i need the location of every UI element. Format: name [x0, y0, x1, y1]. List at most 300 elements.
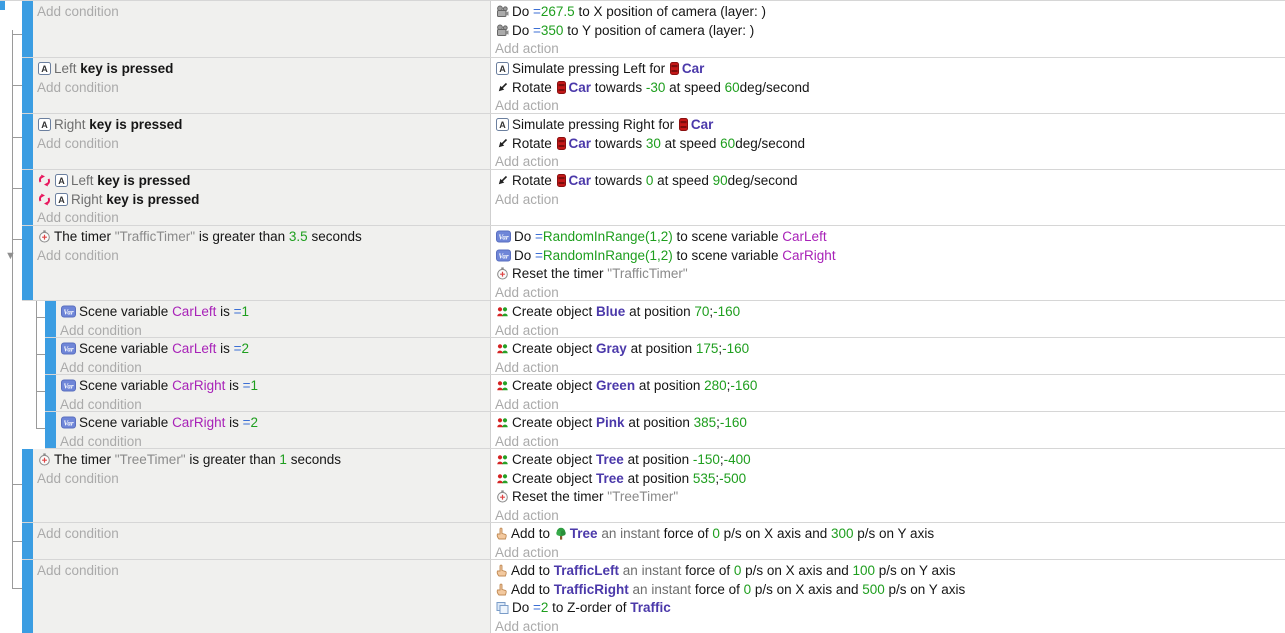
- text-segment: RandomInRange(1,2): [542, 229, 673, 244]
- text-segment: ;: [715, 470, 720, 486]
- text-segment: Right: [54, 117, 90, 132]
- text-segment: is greater than: [185, 452, 280, 467]
- conditions-column: [33, 449, 490, 522]
- text-segment: 2: [540, 600, 549, 615]
- create-icon: [496, 305, 509, 318]
- tree-guide-line: [12, 484, 22, 485]
- event-carright-equals-2: [0, 412, 1285, 449]
- text-segment: 100: [852, 563, 875, 578]
- text-segment: deg/second: [727, 173, 798, 188]
- action[interactable]: [495, 228, 1285, 247]
- text-segment: 175: [695, 341, 719, 356]
- car-icon: [670, 62, 679, 75]
- add-condition-link[interactable]: Add condition: [37, 247, 119, 263]
- create-icon: [496, 453, 509, 466]
- text-segment: 60: [724, 79, 740, 95]
- timer-icon: [38, 453, 51, 466]
- text-segment: p/s on X axis and: [741, 563, 853, 578]
- text-segment: RandomInRange(1,2): [542, 247, 673, 263]
- add-condition-link[interactable]: Add condition: [60, 433, 142, 448]
- text-segment: at position: [624, 415, 694, 430]
- actions-column: [490, 58, 1285, 113]
- condition[interactable]: [37, 172, 490, 191]
- text-segment: Tree: [569, 526, 598, 541]
- event-selection-bar[interactable]: [22, 449, 33, 522]
- add-action-link[interactable]: Add action: [495, 433, 559, 448]
- text-segment: p/s on Y axis: [853, 526, 935, 541]
- action[interactable]: [495, 470, 1285, 489]
- camera-icon: [496, 5, 509, 18]
- create-icon: [496, 379, 509, 392]
- event-selection-bar[interactable]: [22, 1, 33, 57]
- text-segment: an instant: [628, 581, 692, 597]
- text-segment: CarLeft: [172, 341, 217, 356]
- keyA-icon: [38, 62, 51, 75]
- text-segment: CarRight: [172, 378, 226, 393]
- text-segment: Create object: [512, 341, 597, 356]
- text-segment: 60: [720, 135, 736, 151]
- create-icon: [496, 416, 509, 429]
- text-segment: Scene variable: [79, 415, 173, 430]
- action[interactable]: [495, 599, 1285, 618]
- add-action-link[interactable]: Add action: [495, 284, 559, 300]
- actions-column: [490, 523, 1285, 559]
- text-segment: at speed: [660, 135, 721, 151]
- create-icon: [496, 342, 509, 355]
- text-segment: 3.5: [288, 229, 308, 244]
- text-segment: 70: [694, 304, 710, 319]
- keyA-icon: [55, 193, 68, 206]
- var-icon: [496, 249, 511, 262]
- keyA-icon: [38, 118, 51, 131]
- event-tree-timer: [0, 449, 1285, 523]
- event-body: [22, 1, 1285, 58]
- text-segment: is: [225, 378, 243, 393]
- tree-guide-line: [36, 301, 37, 428]
- add-condition-link[interactable]: Add condition: [37, 470, 119, 486]
- car-icon: [557, 81, 566, 94]
- event-right-key-pressed: [0, 114, 1285, 170]
- text-segment: "TreeTimer": [607, 489, 679, 504]
- add-action-link[interactable]: Add action: [495, 396, 559, 411]
- add-condition-link[interactable]: Add condition: [37, 526, 119, 541]
- text-segment: 0: [733, 563, 742, 578]
- svg-text:Var: Var: [63, 419, 74, 428]
- add-action-link[interactable]: Add action: [495, 544, 559, 559]
- condition[interactable]: [37, 228, 490, 247]
- tree-gutter: [0, 560, 22, 633]
- zorder-icon: [496, 601, 509, 614]
- text-segment: to Y position of camera: [563, 22, 709, 38]
- text-segment: -160: [713, 304, 741, 319]
- text-segment: Scene variable: [79, 304, 173, 319]
- force-icon: [496, 564, 508, 577]
- actions-column: [490, 449, 1285, 522]
- text-segment: Create object: [512, 415, 597, 430]
- action[interactable]: [495, 116, 1285, 135]
- text-segment: CarLeft: [782, 229, 827, 244]
- parent-event-bar-fragment: [0, 1, 5, 10]
- actions-column: [490, 226, 1285, 300]
- tree-gutter: [0, 449, 22, 523]
- text-segment: Car: [568, 173, 592, 188]
- text-segment: is: [216, 304, 234, 319]
- event-selection-bar[interactable]: [22, 58, 33, 113]
- event-selection-bar[interactable]: [22, 560, 33, 633]
- text-segment: TrafficRight: [553, 581, 629, 597]
- conditions-column: [56, 375, 490, 411]
- text-segment: p/s on Y axis: [884, 581, 966, 597]
- text-segment: "TreeTimer": [114, 452, 186, 467]
- tree-icon: [555, 527, 567, 540]
- event-body: [45, 412, 1285, 449]
- timer-icon: [38, 230, 51, 243]
- add-condition-link[interactable]: Add condition: [37, 210, 119, 225]
- svg-text:Var: Var: [63, 382, 74, 391]
- tree-guide-line: [36, 317, 45, 318]
- text-segment: is: [216, 341, 234, 356]
- text-segment: is: [225, 415, 243, 430]
- action[interactable]: [495, 135, 1285, 154]
- text-segment: an instant: [597, 526, 660, 541]
- text-segment: Tree: [596, 470, 624, 486]
- text-segment: Simulate pressing Left for: [512, 61, 669, 76]
- action[interactable]: [495, 22, 1285, 41]
- text-segment: 2: [250, 415, 259, 430]
- add-condition-link[interactable]: Add condition: [37, 135, 119, 151]
- text-segment: 0: [645, 173, 654, 188]
- event-body: [45, 375, 1285, 412]
- text-segment: =: [535, 229, 543, 244]
- add-action-link[interactable]: Add action: [495, 618, 559, 633]
- text-segment: -160: [722, 341, 750, 356]
- text-segment: at position: [635, 378, 705, 393]
- condition[interactable]: [37, 116, 490, 135]
- text-segment: CarRight: [172, 415, 226, 430]
- event-body: [22, 114, 1285, 170]
- action[interactable]: [495, 488, 1285, 507]
- action[interactable]: [495, 79, 1285, 98]
- text-segment: Car: [568, 79, 592, 95]
- text-segment: force of: [691, 581, 744, 597]
- add-action-link[interactable]: Add action: [495, 98, 559, 113]
- text-segment: Add to: [511, 563, 554, 578]
- event-body: [45, 338, 1285, 375]
- svg-text:A: A: [41, 64, 48, 74]
- event-selection-bar[interactable]: [45, 338, 56, 374]
- text-segment: Car: [568, 135, 592, 151]
- text-segment: key is pressed: [89, 117, 183, 132]
- add-condition-link[interactable]: Add condition: [60, 322, 142, 337]
- event-selection-bar[interactable]: [45, 375, 56, 411]
- add-condition-link[interactable]: Add condition: [37, 563, 119, 578]
- text-segment: key is pressed: [80, 61, 174, 76]
- text-segment: Car: [681, 61, 705, 76]
- expand-collapse-triangle[interactable]: ▼: [5, 250, 16, 262]
- text-segment: (layer: ): [708, 22, 755, 38]
- text-segment: towards: [591, 135, 646, 151]
- text-segment: p/s on X axis and: [719, 526, 831, 541]
- action[interactable]: [495, 303, 1285, 322]
- action[interactable]: [495, 265, 1285, 284]
- text-segment: at speed: [665, 79, 725, 95]
- actions-column: [490, 560, 1285, 633]
- actions-column: [490, 412, 1285, 448]
- text-segment: seconds: [286, 452, 341, 467]
- keyA-icon: [496, 62, 509, 75]
- tree-guide-line: [12, 188, 22, 189]
- text-segment: The timer: [54, 229, 115, 244]
- conditions-column: [56, 301, 490, 337]
- text-segment: 30: [645, 135, 661, 151]
- tree-gutter: [0, 114, 22, 170]
- text-segment: 385: [693, 415, 717, 430]
- svg-text:Var: Var: [498, 252, 509, 260]
- conditions-column: [33, 1, 490, 57]
- text-segment: deg/second: [735, 135, 805, 151]
- add-action-link[interactable]: Add action: [495, 41, 559, 56]
- force-icon: [496, 583, 508, 596]
- text-segment: =: [533, 4, 541, 19]
- text-segment: to scene variable: [672, 229, 783, 244]
- svg-text:A: A: [58, 176, 65, 186]
- add-action-link[interactable]: Add action: [495, 507, 559, 522]
- var-icon: [61, 342, 76, 355]
- text-segment: Gray: [596, 341, 627, 356]
- text-segment: seconds: [307, 229, 362, 244]
- action[interactable]: [495, 172, 1285, 191]
- text-segment: Do: [512, 22, 534, 38]
- timer-icon: [496, 490, 509, 503]
- action[interactable]: [495, 414, 1285, 433]
- text-segment: Add to: [511, 581, 554, 597]
- event-body: [22, 58, 1285, 114]
- action[interactable]: [495, 3, 1285, 22]
- condition[interactable]: [37, 60, 490, 79]
- text-segment: Traffic: [630, 600, 671, 615]
- text-segment: p/s on X axis and: [751, 581, 863, 597]
- event-camera-setup: [0, 1, 1285, 58]
- text-segment: Rotate: [512, 135, 556, 151]
- keyA-icon: [496, 118, 509, 131]
- rotate-icon: [496, 174, 509, 187]
- var-icon: [61, 305, 76, 318]
- add-action-link[interactable]: Add action: [495, 154, 559, 169]
- text-segment: key is pressed: [97, 173, 191, 188]
- add-condition-link[interactable]: Add condition: [37, 4, 119, 19]
- text-segment: CarLeft: [172, 304, 217, 319]
- text-segment: 2: [241, 341, 250, 356]
- actions-column: [490, 170, 1285, 225]
- text-segment: "TrafficTimer": [114, 229, 196, 244]
- text-segment: 1: [250, 378, 259, 393]
- camera-icon: [496, 24, 509, 37]
- tree-guide-line: [12, 541, 22, 542]
- text-segment: Tree: [596, 452, 624, 467]
- text-segment: Reset the timer: [512, 266, 608, 281]
- conditions-column: [33, 226, 490, 300]
- conditions-column: [56, 412, 490, 448]
- text-segment: Rotate: [512, 173, 556, 188]
- event-tree-force: [0, 523, 1285, 560]
- text-segment: to X position of camera: [574, 4, 721, 19]
- condition[interactable]: [37, 451, 490, 470]
- text-segment: to scene variable: [672, 247, 783, 263]
- event-selection-bar[interactable]: [22, 170, 33, 225]
- svg-text:Var: Var: [498, 233, 509, 242]
- condition[interactable]: [60, 377, 490, 396]
- var-icon: [496, 230, 511, 243]
- text-segment: Do: [512, 4, 534, 19]
- action[interactable]: [495, 340, 1285, 359]
- text-segment: ;: [719, 452, 724, 467]
- invert-icon: [38, 193, 51, 206]
- text-segment: 300: [830, 526, 854, 541]
- event-body: [45, 301, 1285, 338]
- text-segment: ;: [716, 415, 720, 430]
- text-segment: 1: [241, 304, 250, 319]
- car-icon: [557, 174, 566, 187]
- text-segment: at position: [625, 304, 695, 319]
- add-action-link[interactable]: Add action: [495, 322, 559, 337]
- event-traffic-timer: [0, 226, 1285, 301]
- tree-gutter: [0, 412, 45, 449]
- text-segment: 280: [704, 378, 727, 393]
- text-segment: 0: [712, 526, 720, 541]
- tree-gutter: [0, 58, 22, 114]
- text-segment: =: [242, 415, 251, 430]
- text-segment: an instant: [619, 563, 682, 578]
- event-body: [22, 226, 1285, 301]
- add-condition-link[interactable]: Add condition: [60, 396, 142, 411]
- event-selection-bar[interactable]: [45, 412, 56, 448]
- action[interactable]: [495, 60, 1285, 79]
- actions-column: [490, 375, 1285, 411]
- event-selection-bar[interactable]: [22, 523, 33, 559]
- keyA-icon: [55, 174, 68, 187]
- tree-gutter: [0, 375, 45, 412]
- action[interactable]: [495, 581, 1285, 600]
- force-icon: [496, 527, 508, 540]
- add-condition-link[interactable]: Add condition: [37, 79, 119, 95]
- text-segment: -160: [730, 378, 758, 393]
- text-segment: Create object: [512, 452, 597, 467]
- condition[interactable]: [37, 191, 490, 210]
- text-segment: =: [242, 378, 251, 393]
- conditions-column: [56, 338, 490, 374]
- text-segment: 267.5: [540, 4, 575, 19]
- text-segment: force of: [681, 563, 734, 578]
- text-segment: =: [233, 304, 242, 319]
- event-selection-bar[interactable]: [22, 114, 33, 169]
- add-action-link[interactable]: Add action: [495, 191, 559, 207]
- event-selection-bar[interactable]: [45, 301, 56, 337]
- event-traffic-force: [0, 560, 1285, 633]
- text-segment: towards: [591, 173, 646, 188]
- text-segment: "TrafficTimer": [607, 266, 688, 281]
- text-segment: 350: [540, 22, 564, 38]
- text-segment: Scene variable: [79, 341, 173, 356]
- conditions-column: [33, 170, 490, 225]
- text-segment: Pink: [596, 415, 625, 430]
- conditions-column: [33, 523, 490, 559]
- text-segment: force of: [659, 526, 713, 541]
- tree-guide-line: [12, 239, 22, 240]
- text-segment: 535: [692, 470, 716, 486]
- actions-column: [490, 1, 1285, 57]
- svg-text:A: A: [58, 194, 65, 205]
- event-body: [22, 523, 1285, 560]
- text-segment: Create object: [512, 470, 597, 486]
- event-carleft-equals-2: [0, 338, 1285, 375]
- actions-column: [490, 301, 1285, 337]
- text-segment: CarRight: [782, 247, 836, 263]
- text-segment: Scene variable: [79, 378, 173, 393]
- text-segment: Left: [71, 173, 98, 188]
- conditions-column: [33, 560, 490, 633]
- text-segment: Do: [514, 247, 536, 263]
- conditions-column: [33, 114, 490, 169]
- tree-gutter: [0, 170, 22, 226]
- actions-column: [490, 338, 1285, 374]
- action[interactable]: [495, 451, 1285, 470]
- text-segment: The timer: [54, 452, 115, 467]
- text-segment: Green: [596, 378, 636, 393]
- add-condition-link[interactable]: Add condition: [60, 359, 142, 374]
- text-segment: ;: [718, 341, 723, 356]
- tree-gutter: [0, 226, 22, 301]
- text-segment: TrafficLeft: [553, 563, 620, 578]
- event-body: [22, 170, 1285, 226]
- text-segment: Create object: [512, 378, 597, 393]
- event-selection-bar[interactable]: [22, 226, 33, 300]
- text-segment: =: [533, 22, 541, 38]
- text-segment: p/s on Y axis: [875, 563, 956, 578]
- text-segment: Left: [54, 61, 81, 76]
- tree-guide-line: [12, 30, 13, 588]
- text-segment: =: [535, 247, 543, 263]
- rotate-icon: [496, 81, 509, 94]
- text-segment: to Z-order of: [548, 600, 631, 615]
- condition[interactable]: [60, 340, 490, 359]
- action[interactable]: [495, 525, 1285, 544]
- event-carleft-equals-1: [0, 301, 1285, 338]
- tree-guide-line: [12, 588, 22, 589]
- text-segment: is greater than: [195, 229, 289, 244]
- action[interactable]: [495, 562, 1285, 581]
- svg-text:A: A: [499, 64, 506, 74]
- event-no-arrow-keys-pressed: [0, 170, 1285, 226]
- text-segment: key is pressed: [106, 191, 200, 207]
- event-left-key-pressed: [0, 58, 1285, 114]
- text-segment: at speed: [653, 173, 713, 188]
- text-segment: (layer: ): [720, 4, 767, 19]
- tree-guide-line: [12, 137, 22, 138]
- car-icon: [679, 118, 688, 131]
- tree-gutter: [0, 301, 45, 338]
- text-segment: =: [233, 341, 242, 356]
- text-segment: 90: [712, 173, 728, 188]
- text-segment: -30: [645, 79, 666, 95]
- action[interactable]: [495, 247, 1285, 266]
- svg-text:Var: Var: [63, 308, 74, 317]
- text-segment: Rotate: [512, 79, 556, 95]
- condition[interactable]: [60, 414, 490, 433]
- text-segment: 500: [862, 581, 885, 597]
- condition[interactable]: [60, 303, 490, 322]
- action[interactable]: [495, 377, 1285, 396]
- add-action-link[interactable]: Add action: [495, 359, 559, 374]
